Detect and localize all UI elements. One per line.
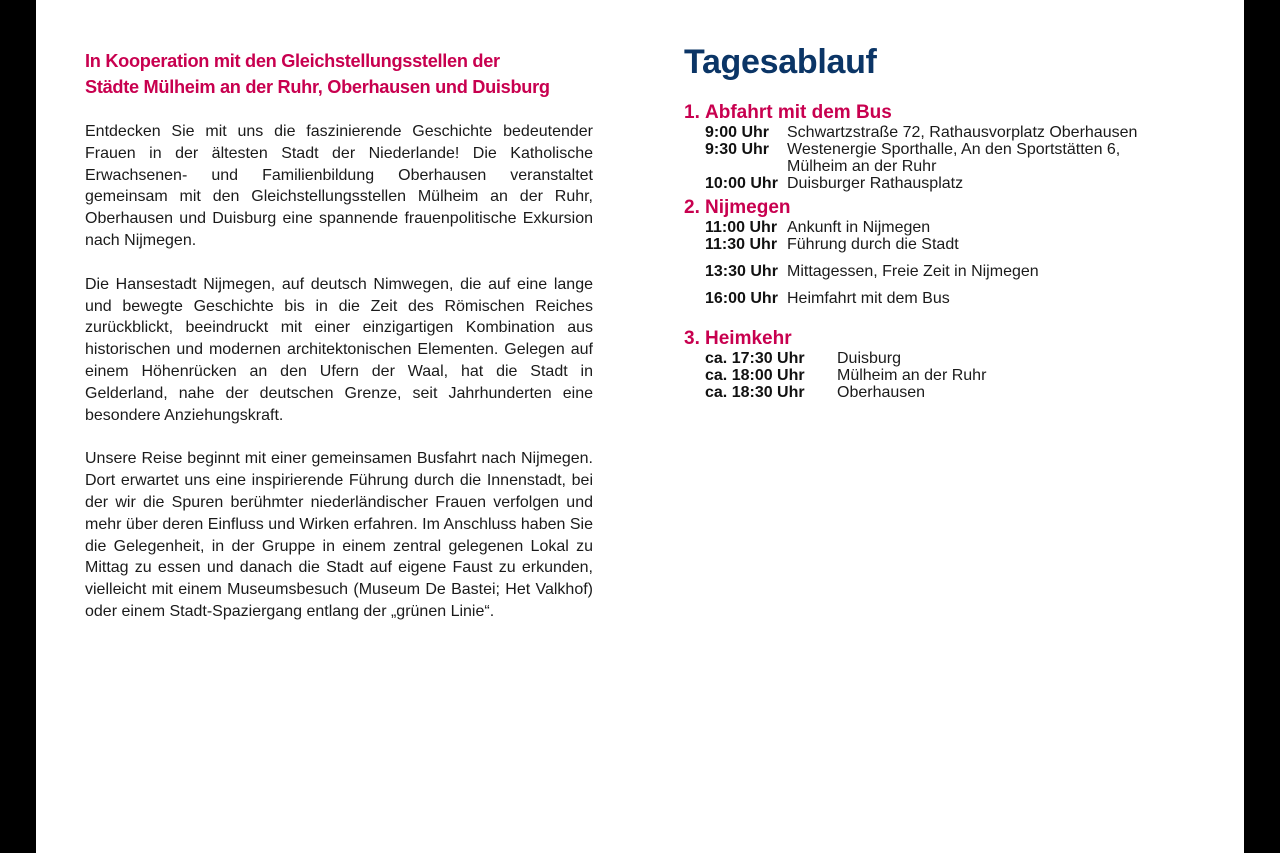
section-number: 2. xyxy=(684,197,700,218)
schedule-section-departure xyxy=(684,102,1204,192)
schedule-entry xyxy=(705,350,1204,367)
entry-time: 10:00 Uhr xyxy=(705,175,778,192)
entry-time: 11:30 Uhr xyxy=(705,236,778,253)
entry-time: 9:30 Uhr xyxy=(705,141,770,158)
entry-description: Ankunft in Nijmegen xyxy=(787,219,931,236)
section-title: Abfahrt mit dem Bus xyxy=(705,102,892,123)
entry-time: 13:30 Uhr xyxy=(705,263,778,280)
entry-description: Führung durch die Stadt xyxy=(787,236,959,253)
entry-description: Duisburg xyxy=(837,350,902,367)
schedule-entry xyxy=(705,141,1204,175)
schedule-entry xyxy=(705,175,1204,192)
entry-description: Oberhausen xyxy=(837,384,926,401)
section-number: 1. xyxy=(684,102,700,123)
schedule-entries xyxy=(684,350,1204,401)
schedule-entry xyxy=(705,263,1204,280)
schedule-entry xyxy=(705,219,1204,236)
entry-time: ca. 18:30 Uhr xyxy=(705,384,805,401)
schedule-section-return xyxy=(684,328,1204,401)
schedule-entry xyxy=(705,236,1204,253)
schedule-entries xyxy=(684,219,1204,307)
schedule-entry xyxy=(705,384,1204,401)
section-number: 3. xyxy=(684,328,700,349)
document-page xyxy=(36,0,1244,853)
schedule-entries xyxy=(684,124,1204,192)
entry-description xyxy=(787,141,1120,175)
entry-time: 16:00 Uhr xyxy=(705,290,778,307)
section-title: Nijmegen xyxy=(705,197,791,218)
entry-time: 11:00 Uhr xyxy=(705,219,778,236)
cooperation-heading-line1: In Kooperation mit den Gleichstellungsstellen der xyxy=(85,51,500,71)
entry-time: ca. 17:30 Uhr xyxy=(705,350,805,367)
schedule-column xyxy=(684,40,1204,401)
section-heading xyxy=(684,102,1204,124)
nijmegen-paragraph: Die Hansestadt Nijmegen, auf deutsch Nimwegen, die auf eine lange und bewegte Geschichte bis in die Zeit des Römischen Reiches zurückblickt, beeindruckt mit einer einzigartigen Kombination aus historischen und modernen architektonischen Elementen. Gelegen auf einem Höhenrücken an den Ufern der Waal, hat die Stadt in Gelderland, nahe der deutschen Grenze, seit Jahrhunderten eine besondere Anziehungskraft. xyxy=(85,275,593,424)
journey-paragraph: Unsere Reise beginnt mit einer gemeinsamen Busfahrt nach Nijmegen. Dort erwartet uns eine inspirierende Führung durch die Innenstadt, bei der wir die Spuren berühmter niederländischer Frauen verfolgen und mehr über deren Einfluss und Wirken erfahren. Im Anschluss haben Sie die Gelegenheit, in der Gruppe in einem zentral gelegenen Lokal zu Mittag zu essen und danach die Stadt auf eigene Faust zu erkunden, vielleicht mit einem Museumsbesuch (Museum De Bastei; Het Valkhof) oder einem Stadt-Spaziergang entlang der „grünen Linie“. xyxy=(85,450,593,620)
intro-column xyxy=(85,48,593,623)
schedule-section-nijmegen xyxy=(684,197,1204,307)
schedule-entry xyxy=(705,290,1204,307)
schedule-entry xyxy=(705,367,1204,384)
intro-paragraph: Entdecken Sie mit uns die faszinierende Geschichte bedeutender Frauen in der ältesten Stadt der Niederlande! Die Katholische Erwachsenen- und Familienbildung Oberhausen veranstaltet gemeinsam mit den Gleichstellungsstellen Mülheim an der Ruhr, Oberhausen und Duisburg eine spannende frauenpolitische Exkursion nach Nijmegen. xyxy=(85,123,593,249)
section-title: Heimkehr xyxy=(705,328,792,349)
schedule-entry xyxy=(705,124,1204,141)
section-heading xyxy=(684,328,1204,350)
cooperation-heading-line2: Städte Mülheim an der Ruhr, Oberhausen und Duisburg xyxy=(85,77,550,97)
entry-description: Schwartzstraße 72, Rathausvorplatz Oberhausen xyxy=(787,124,1138,141)
entry-description-line2: Mülheim an der Ruhr xyxy=(787,158,937,175)
cooperation-heading xyxy=(85,48,593,100)
entry-description: Mülheim an der Ruhr xyxy=(837,367,987,384)
entry-description: Heimfahrt mit dem Bus xyxy=(787,290,950,307)
section-heading xyxy=(684,197,1204,219)
schedule-title: Tagesablauf xyxy=(684,43,877,81)
entry-description-line1: Westenergie Sporthalle, An den Sportstätten 6, xyxy=(787,141,1121,158)
entry-time: 9:00 Uhr xyxy=(705,124,770,141)
entry-time: ca. 18:00 Uhr xyxy=(705,367,805,384)
entry-description: Duisburger Rathausplatz xyxy=(787,175,964,192)
entry-description: Mittagessen, Freie Zeit in Nijmegen xyxy=(787,263,1039,280)
